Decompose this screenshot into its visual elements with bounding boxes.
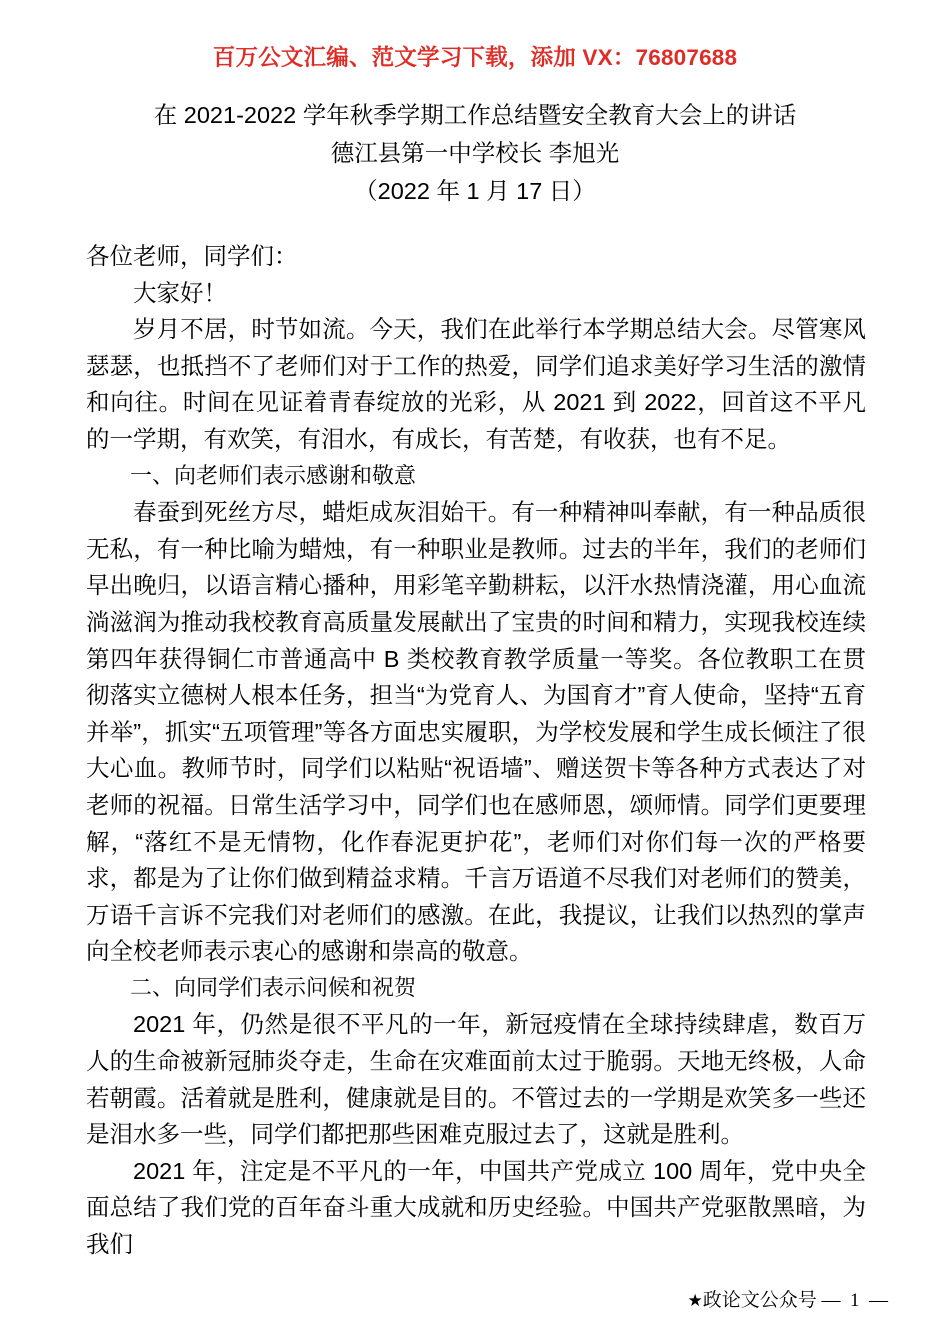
footer-dash-right: — bbox=[869, 1290, 888, 1311]
page-footer bbox=[0, 1285, 950, 1312]
footer-dash-left: — bbox=[821, 1290, 841, 1311]
greeting-paragraph: 大家好！ bbox=[133, 279, 227, 306]
page-number: 1 bbox=[850, 1290, 860, 1311]
section-one-body: 春蚕到死丝方尽，蜡炬成灰泪始干。有一种精神叫奉献，有一种品质很无私，有一种比喻为蜡烛，有一种职业是教师。过去的半年，我们的老师们早出晚归，以语言精心播种，用彩笔辛勤耕耘，以汗水热情浇灌，用心血流淌滋润为推动我校教育高质量发展献出了宝贵的时间和精力，实现我校连续第四年获得铜仁市普通高中 B 类校教育教学质量一等奖。各位教职工在贯彻落实立德树人根本任务，担当“为党育人、为国育才”育人使命，坚持“五育并举”，抓实“五项管理”等各方面忠实履职，为学校发展和学生成长倾注了很大心血。教师节时，同学们以粘贴“祝语墙”、赠送贺卡等各种方式表达了对老师的祝福。日常生活学习中，同学们也在感师恩，颂师情。同学们更要理解，“落红不是无情物，化作春泥更护花”，老师们对你们每一次的严格要求，都是为了让你们做到精益求精。千言万语道不尽我们对老师们的赞美，万语千言诉不完我们对老师们的感激。在此，我提议，让我们以热烈的掌声向全校老师表示衷心的感谢和崇高的敬意。 bbox=[86, 499, 866, 965]
section-two-body-2: 2021 年，注定是不平凡的一年，中国共产党成立 100 周年，党中央全面总结了我们党的百年奋斗重大成就和历史经验。中国共产党驱散黑暗，为我们 bbox=[86, 1157, 866, 1258]
salutation-paragraph: 各位老师，同学们： bbox=[86, 243, 298, 269]
opening-paragraph: 岁月不居，时节如流。今天，我们在此举行本学期总结大会。尽管寒风瑟瑟，也抵挡不了老师们对于工作的热爱，同学们追求美好学习生活的激情和向往。时间在见证着青春绽放的光彩，从 2021 到 2022，回首这不平凡的一学期，有欢笑，有泪水，有成长，有苦楚，有收获，也有不足。 bbox=[86, 316, 866, 452]
title-line-1: 在 2021-2022 学年秋季学期工作总结暨安全教育大会上的讲话 bbox=[153, 102, 797, 128]
section-heading-two: 二、向同学们表示问候和祝贺 bbox=[130, 974, 417, 1000]
promo-header-text: 百万公文汇编、范文学习下载，添加 VX：76807688 bbox=[212, 45, 738, 70]
footer-brand-label: 政论文公众号 bbox=[702, 1290, 817, 1311]
star-icon: ★ bbox=[687, 1291, 703, 1310]
title-line-2-author: 德江县第一中学校长 李旭光 bbox=[330, 140, 620, 166]
title-line-3-date: （2022 年 1 月 17 日） bbox=[354, 178, 596, 204]
section-two-body-1: 2021 年，仍然是很不平凡的一年，新冠疫情在全球持续肆虐，数百万人的生命被新冠肺炎夺走，生命在灾难面前太过于脆弱。天地无终极，人命若朝霞。活着就是胜利，健康就是目的。不管过去的一学期是欢笑多一些还是泪水多一些，同学们都把那些困难克服过去了，这就是胜利。 bbox=[86, 1011, 866, 1148]
document-body bbox=[86, 238, 866, 1263]
document-title-block bbox=[0, 98, 950, 209]
section-heading-one: 一、向老师们表示感谢和敬意 bbox=[130, 462, 417, 488]
